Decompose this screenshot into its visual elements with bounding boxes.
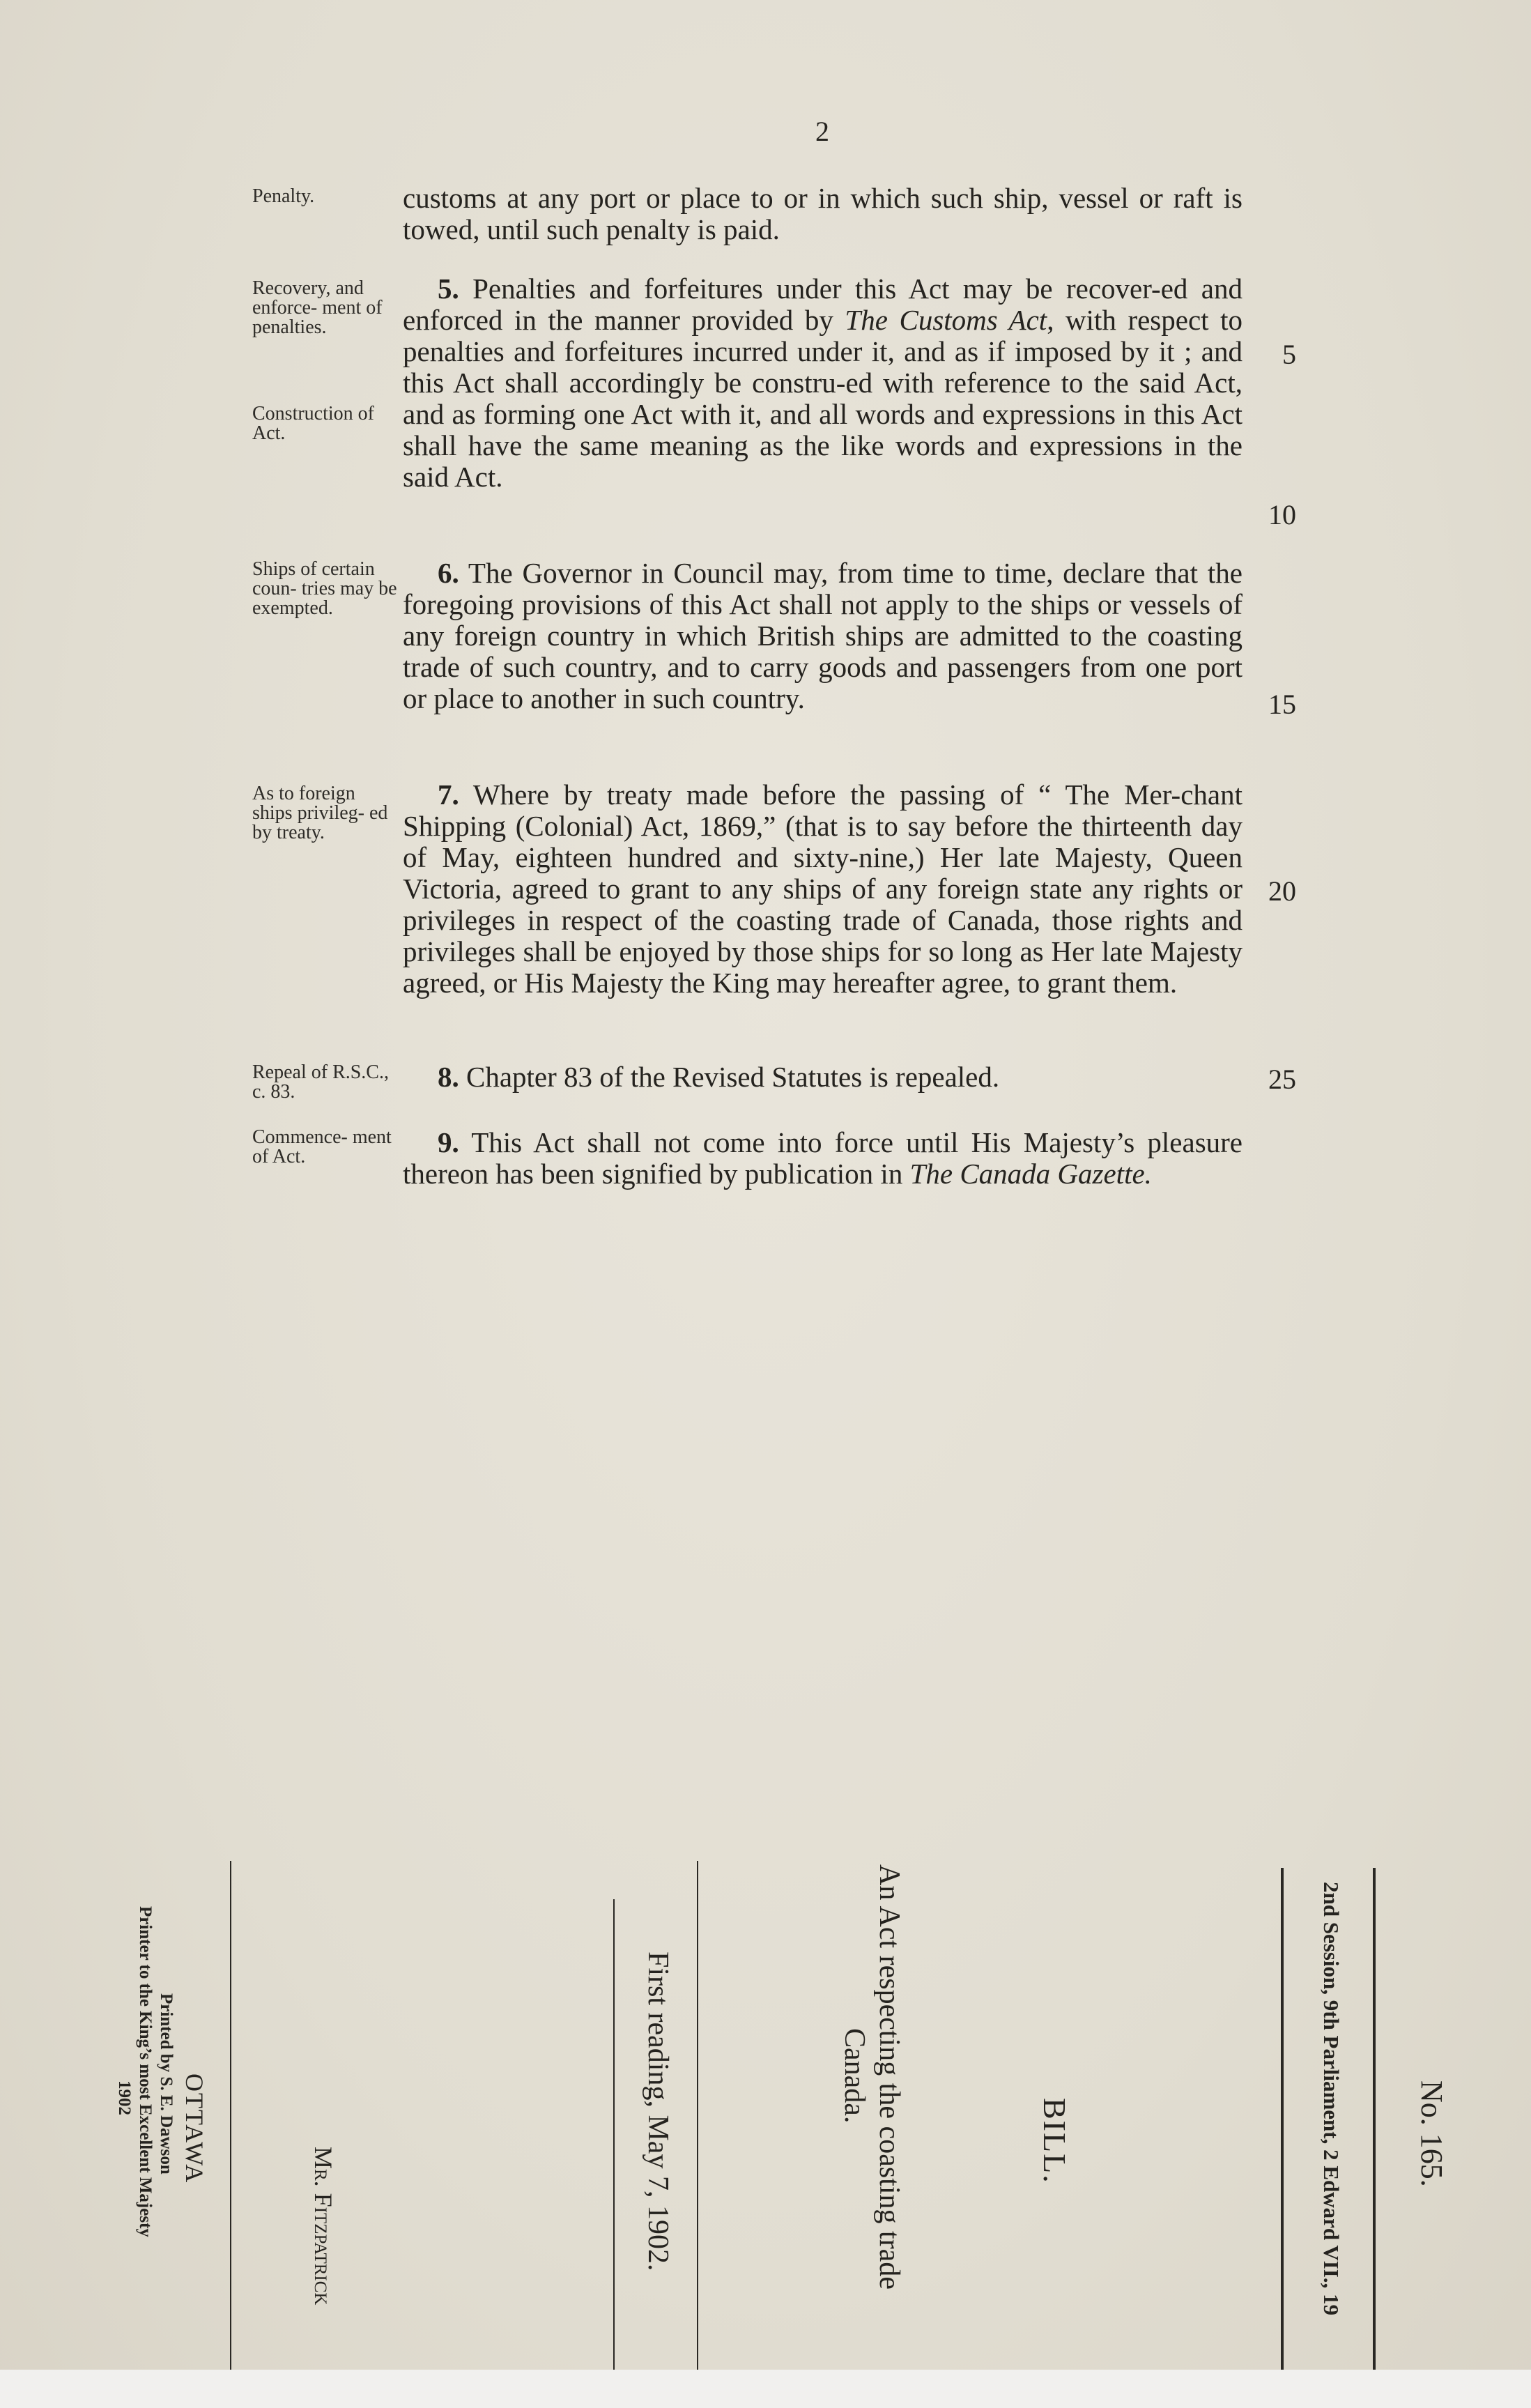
section-number: 9. (438, 1126, 459, 1158)
cover-title-line1: An Act respecting the coasting trade (873, 1864, 905, 2290)
paragraph-text: The Governor in Council may, from time to time, declare that the foregoing provisions of this Act shall not apply to the ships or vessels of any foreign country in which British ships are admitted to the coasting trade of such country, and to carry goods and passengers from one port or place to another in such country. (403, 557, 1243, 714)
cover-printer-line2: Printer to the King’s most Excellent Majesty (136, 1906, 155, 2237)
line-number-10: 10 (1268, 499, 1296, 530)
paragraph-penalty-continued (403, 183, 1243, 245)
paragraph-text: This Act shall not come into force until His Majesty’s pleasure thereon has been signified by publication in (403, 1126, 1243, 1190)
cover-title-line2: Canada. (838, 2028, 870, 2124)
margin-note-penalty: Penalty. (252, 185, 315, 207)
cover-city: OTTAWA (180, 2073, 208, 2184)
act-title-italic: The Customs Act (845, 304, 1047, 336)
paragraph-text: Penalties and forfeitures under this Act may be recover-ed and enforced in the manner provided by (403, 273, 1243, 336)
section-number: 7. (438, 779, 459, 811)
line-number-20: 20 (1268, 875, 1296, 907)
cover-year: 1902 (115, 2080, 134, 2115)
scan-bottom-band (0, 2370, 1531, 2408)
cover-session: 2nd Session, 9th Parliament, 2 Edward VII., 19 (1319, 1882, 1344, 2316)
cover-rule-outer (1281, 1868, 1284, 2370)
margin-note-construction: Construction of Act. (252, 403, 374, 444)
section-9 (403, 1127, 1243, 1190)
section-7 (403, 779, 1243, 999)
cover-rule-middle (697, 1861, 698, 2370)
margin-note-commencement: Commence- ment of Act. (252, 1126, 392, 1167)
section-5 (403, 273, 1243, 493)
section-number: 8. (438, 1061, 459, 1093)
paragraph-text: Where by treaty made before the passing of “ The Mer-chant Shipping (Colonial) Act, 1869,” (that is to say before the thirteenth day of May, eighteen hundred and sixty-nine,) Her late Majesty, Queen Victoria, agreed to grant to any ships of any foreign state any rights or privileges in respect of the coasting trade of Canada, those rights and privileges shall be enjoyed by those ships for so long as Her late Majesty agreed, or His Majesty the King may hereafter agree, to grant them. (403, 779, 1243, 999)
section-6 (403, 558, 1243, 714)
line-number-15: 15 (1268, 689, 1296, 720)
cover-first-reading: First reading, May 7, 1902. (642, 1951, 674, 2271)
margin-note-recovery: Recovery, and enforce- ment of penalties. (252, 277, 383, 338)
line-number-5: 5 (1282, 339, 1296, 370)
margin-note-foreign-ships: As to foreign ships privileg- ed by treaty. (252, 783, 388, 843)
cover-sponsor: Mr. Fitzpatrick (309, 2147, 337, 2306)
gazette-title-italic: The Canada Gazette. (909, 1158, 1152, 1190)
cover-bill-number: No. 165. (1415, 2080, 1449, 2187)
cover-rule-outer-right (1373, 1868, 1376, 2370)
paragraph-text: Chapter 83 of the Revised Statutes is repealed. (459, 1061, 1000, 1093)
cover-printer-line1: Printed by S. E. Dawson (157, 1993, 176, 2175)
section-number: 6. (438, 557, 459, 589)
margin-note-ships-exempted: Ships of certain coun- tries may be exempted. (252, 558, 397, 619)
margin-note-repeal: Repeal of R.S.C., c. 83. (252, 1061, 389, 1103)
page-number: 2 (815, 116, 829, 147)
section-number: 5. (438, 273, 459, 305)
section-8 (403, 1061, 1243, 1093)
cover-bill-label: BILL. (1037, 2098, 1072, 2184)
paragraph-text: customs at any port or place to or in which such ship, vessel or raft is towed, until such penalty is paid. (403, 182, 1243, 245)
paragraph-text: , with respect to penalties and forfeitures incurred under it, and as if imposed by it ; and this Act shall accordingly be constru-ed with reference to the said Act, and as forming one Act with it, and all words and expressions in this Act shall have the same meaning as the like words and expressions in the said Act. (403, 304, 1243, 493)
line-number-25: 25 (1268, 1064, 1296, 1095)
cover-rule-short (613, 1899, 615, 2370)
cover-rule-left (230, 1861, 231, 2370)
